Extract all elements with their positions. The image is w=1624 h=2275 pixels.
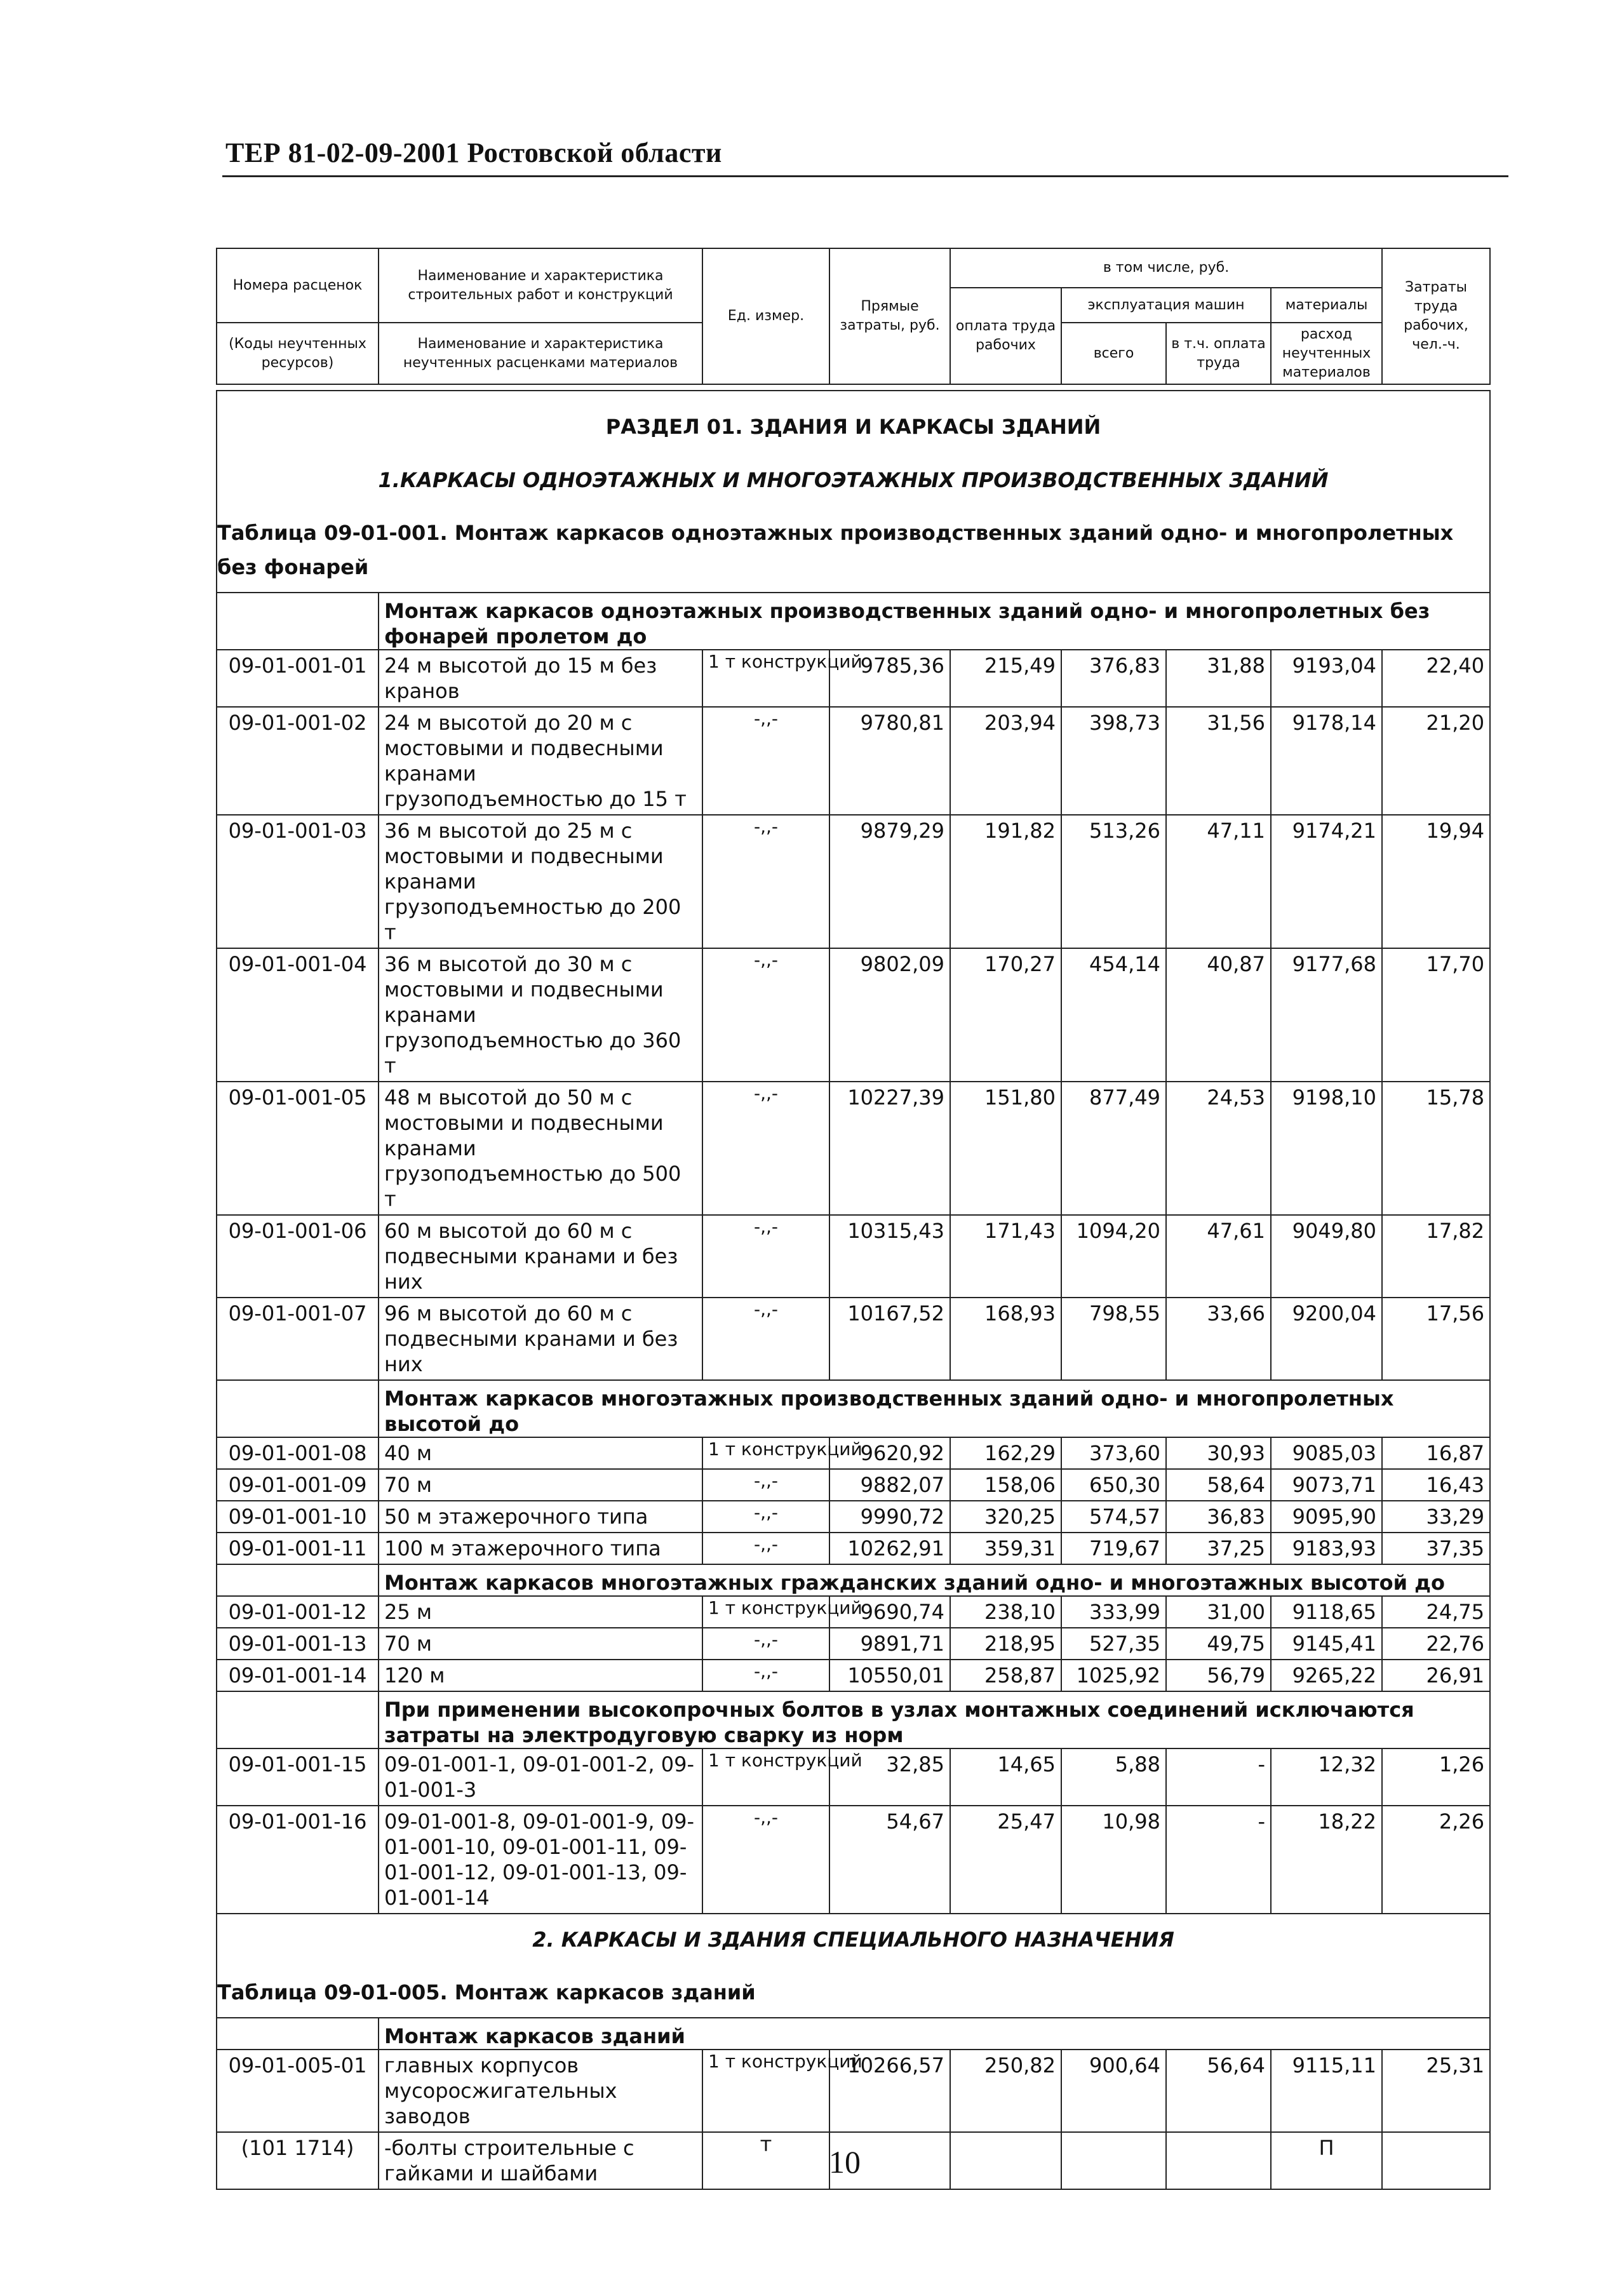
rate-materials: 9145,41 bbox=[1271, 1628, 1382, 1660]
rate-direct-cost: 9990,72 bbox=[829, 1501, 950, 1533]
rate-labor-hours: 17,82 bbox=[1382, 1215, 1490, 1298]
rate-name: 25 м bbox=[379, 1596, 702, 1628]
section1-title: 1.КАРКАСЫ ОДНОЭТАЖНЫХ И МНОГОЭТАЖНЫХ ПРОИЗВОДСТВЕННЫХ ЗДАНИЙ bbox=[217, 455, 1490, 509]
table1-title: Таблица 09-01-001. Монтаж каркасов одноэтажных производственных зданий одно- и многопролетных без фонарей bbox=[217, 509, 1490, 593]
rate-row bbox=[217, 1596, 1490, 1628]
rate-labor-hours: 17,70 bbox=[1382, 948, 1490, 1082]
rate-name: 40 м bbox=[379, 1437, 702, 1469]
rate-name: 36 м высотой до 25 м с мостовыми и подвесными кранами грузоподъемностью до 200 т bbox=[379, 815, 702, 948]
rate-row bbox=[217, 2050, 1490, 2132]
rate-machines-pay: 33,66 bbox=[1166, 1298, 1271, 1380]
rate-row bbox=[217, 1501, 1490, 1533]
rate-labor-pay bbox=[950, 2132, 1061, 2189]
rate-unit: 1 т конструкций bbox=[702, 1748, 829, 1806]
rate-unit: -,,- bbox=[702, 1628, 829, 1660]
rate-labor-hours: 16,87 bbox=[1382, 1437, 1490, 1469]
rate-unit: 1 т конструкций bbox=[702, 650, 829, 707]
rate-direct-cost: 9690,74 bbox=[829, 1596, 950, 1628]
rate-labor-pay: 215,49 bbox=[950, 650, 1061, 707]
rate-labor-pay: 218,95 bbox=[950, 1628, 1061, 1660]
group5-heading: Монтаж каркасов зданий bbox=[379, 2018, 1490, 2050]
rate-code: 09-01-001-05 bbox=[217, 1082, 379, 1215]
rate-name: 70 м bbox=[379, 1469, 702, 1501]
rate-labor-pay: 250,82 bbox=[950, 2050, 1061, 2132]
rate-code: 09-01-001-12 bbox=[217, 1596, 379, 1628]
rate-machines-total: 650,30 bbox=[1061, 1469, 1166, 1501]
rate-materials: 9200,04 bbox=[1271, 1298, 1382, 1380]
group-blank-cell bbox=[217, 1564, 379, 1596]
rate-direct-cost: 10227,39 bbox=[829, 1082, 950, 1215]
rate-machines-total: 1094,20 bbox=[1061, 1215, 1166, 1298]
rate-materials: 9073,71 bbox=[1271, 1469, 1382, 1501]
razdel-title: РАЗДЕЛ 01. ЗДАНИЯ И КАРКАСЫ ЗДАНИЙ bbox=[217, 391, 1490, 455]
rate-direct-cost: 32,85 bbox=[829, 1748, 950, 1806]
rate-name: 24 м высотой до 20 м с мостовыми и подвесными кранами грузоподъемностью до 15 т bbox=[379, 707, 702, 815]
header-machines-pay: в т.ч. оплата труда bbox=[1166, 323, 1271, 384]
rate-materials: 9198,10 bbox=[1271, 1082, 1382, 1215]
rate-machines-total: 376,83 bbox=[1061, 650, 1166, 707]
rate-code: 09-01-001-16 bbox=[217, 1806, 379, 1914]
header-incl: в том числе, руб. bbox=[950, 248, 1382, 288]
rate-row bbox=[217, 1437, 1490, 1469]
rate-labor-pay: 151,80 bbox=[950, 1082, 1061, 1215]
rate-materials: 12,32 bbox=[1271, 1748, 1382, 1806]
rate-name: 70 м bbox=[379, 1628, 702, 1660]
header-name-top: Наименование и характеристика строительных работ и конструкций bbox=[379, 248, 702, 323]
rate-code: 09-01-001-07 bbox=[217, 1298, 379, 1380]
rate-row bbox=[217, 1215, 1490, 1298]
rate-machines-pay: 47,11 bbox=[1166, 815, 1271, 948]
rate-unit: -,,- bbox=[702, 1082, 829, 1215]
header-machines: эксплуатация машин bbox=[1061, 288, 1271, 323]
rate-row bbox=[217, 1660, 1490, 1691]
rate-labor-pay: 25,47 bbox=[950, 1806, 1061, 1914]
rate-materials: 9115,11 bbox=[1271, 2050, 1382, 2132]
rate-code: 09-01-001-14 bbox=[217, 1660, 379, 1691]
rate-materials: 9085,03 bbox=[1271, 1437, 1382, 1469]
rate-name: 120 м bbox=[379, 1660, 702, 1691]
header-machines-total: всего bbox=[1061, 323, 1166, 384]
rate-row bbox=[217, 1806, 1490, 1914]
rate-code: 09-01-001-02 bbox=[217, 707, 379, 815]
rate-machines-pay: - bbox=[1166, 1806, 1271, 1914]
rate-labor-hours: 17,56 bbox=[1382, 1298, 1490, 1380]
rate-materials: 9183,93 bbox=[1271, 1533, 1382, 1564]
group4-heading: При применении высокопрочных болтов в узлах монтажных соединений исключаются затраты на электродуговую сварку из норм bbox=[379, 1691, 1490, 1748]
rate-unit: -,,- bbox=[702, 1806, 829, 1914]
rate-code: 09-01-001-15 bbox=[217, 1748, 379, 1806]
column-header-table bbox=[216, 248, 1491, 385]
rate-unit: -,,- bbox=[702, 1298, 829, 1380]
rate-unit: 1 т конструкций bbox=[702, 1596, 829, 1628]
rate-materials: 9178,14 bbox=[1271, 707, 1382, 815]
rate-row bbox=[217, 1533, 1490, 1564]
header-rule bbox=[222, 175, 1508, 177]
rate-labor-pay: 168,93 bbox=[950, 1298, 1061, 1380]
rate-machines-pay: 31,56 bbox=[1166, 707, 1271, 815]
rate-name: 36 м высотой до 30 м с мостовыми и подвесными кранами грузоподъемностью до 360 т bbox=[379, 948, 702, 1082]
rate-machines-total: 1025,92 bbox=[1061, 1660, 1166, 1691]
rate-machines-pay: 56,79 bbox=[1166, 1660, 1271, 1691]
rate-name: -болты строительные с гайками и шайбами bbox=[379, 2132, 702, 2189]
header-labor-pay: оплата труда рабочих bbox=[950, 288, 1061, 384]
rate-direct-cost: 9620,92 bbox=[829, 1437, 950, 1469]
rate-code: 09-01-001-11 bbox=[217, 1533, 379, 1564]
rate-labor-hours: 21,20 bbox=[1382, 707, 1490, 815]
rate-name: 96 м высотой до 60 м с подвесными кранами и без них bbox=[379, 1298, 702, 1380]
rate-machines-pay: 47,61 bbox=[1166, 1215, 1271, 1298]
rate-direct-cost: 10266,57 bbox=[829, 2050, 950, 2132]
rate-row bbox=[217, 815, 1490, 948]
group1-heading: Монтаж каркасов одноэтажных производственных зданий одно- и многопролетных без фонарей пролетом до bbox=[379, 593, 1490, 650]
rate-machines-pay: - bbox=[1166, 1748, 1271, 1806]
rate-direct-cost: 10167,52 bbox=[829, 1298, 950, 1380]
rate-labor-hours: 33,29 bbox=[1382, 1501, 1490, 1533]
rate-row bbox=[217, 1298, 1490, 1380]
header-labor: Затраты труда рабочих, чел.-ч. bbox=[1382, 248, 1490, 384]
rate-machines-pay: 36,83 bbox=[1166, 1501, 1271, 1533]
rate-name: 09-01-001-1, 09-01-001-2, 09-01-001-3 bbox=[379, 1748, 702, 1806]
header-code-bottom: (Коды неучтенных ресурсов) bbox=[217, 323, 379, 384]
rate-direct-cost: 10550,01 bbox=[829, 1660, 950, 1691]
rate-materials: 9118,65 bbox=[1271, 1596, 1382, 1628]
rate-labor-pay: 320,25 bbox=[950, 1501, 1061, 1533]
rate-code: (101 1714) bbox=[217, 2132, 379, 2189]
rate-direct-cost: 9891,71 bbox=[829, 1628, 950, 1660]
rate-machines-total: 798,55 bbox=[1061, 1298, 1166, 1380]
rate-labor-pay: 359,31 bbox=[950, 1533, 1061, 1564]
rate-machines-total bbox=[1061, 2132, 1166, 2189]
rate-direct-cost: 10262,91 bbox=[829, 1533, 950, 1564]
rate-machines-total: 527,35 bbox=[1061, 1628, 1166, 1660]
rate-labor-hours: 19,94 bbox=[1382, 815, 1490, 948]
rate-direct-cost: 9785,36 bbox=[829, 650, 950, 707]
rate-unit: -,,- bbox=[702, 1533, 829, 1564]
group2-heading: Монтаж каркасов многоэтажных производственных зданий одно- и многопролетных высотой до bbox=[379, 1380, 1490, 1437]
rate-machines-total: 719,67 bbox=[1061, 1533, 1166, 1564]
rate-direct-cost: 54,67 bbox=[829, 1806, 950, 1914]
rate-unit: т bbox=[702, 2132, 829, 2189]
rate-unit: -,,- bbox=[702, 1469, 829, 1501]
rate-name: 09-01-001-8, 09-01-001-9, 09-01-001-10, 09-01-001-11, 09-01-001-12, 09-01-001-13, 09-01-001-14 bbox=[379, 1806, 702, 1914]
rate-labor-pay: 258,87 bbox=[950, 1660, 1061, 1691]
header-materials: материалы bbox=[1271, 288, 1382, 323]
rate-materials: 9174,21 bbox=[1271, 815, 1382, 948]
rate-labor-pay: 158,06 bbox=[950, 1469, 1061, 1501]
group-blank-cell bbox=[217, 1691, 379, 1748]
rate-labor-hours: 25,31 bbox=[1382, 2050, 1490, 2132]
rate-unit: -,,- bbox=[702, 1215, 829, 1298]
rate-labor-pay: 238,10 bbox=[950, 1596, 1061, 1628]
rate-labor-pay: 191,82 bbox=[950, 815, 1061, 948]
running-head: ТЕР 81-02-09-2001 Ростовской области bbox=[225, 137, 722, 168]
rate-machines-total: 10,98 bbox=[1061, 1806, 1166, 1914]
rate-materials: П bbox=[1271, 2132, 1382, 2189]
header-direct: Прямые затраты, руб. bbox=[829, 248, 950, 384]
rate-name: 48 м высотой до 50 м с мостовыми и подвесными кранами грузоподъемностью до 500 т bbox=[379, 1082, 702, 1215]
rate-labor-hours: 2,26 bbox=[1382, 1806, 1490, 1914]
rate-materials: 9177,68 bbox=[1271, 948, 1382, 1082]
rate-row bbox=[217, 1628, 1490, 1660]
rate-machines-total: 373,60 bbox=[1061, 1437, 1166, 1469]
rate-code: 09-01-001-03 bbox=[217, 815, 379, 948]
rate-machines-total: 454,14 bbox=[1061, 948, 1166, 1082]
rate-labor-hours: 26,91 bbox=[1382, 1660, 1490, 1691]
group3-heading: Монтаж каркасов многоэтажных гражданских зданий одно- и многоэтажных высотой до bbox=[379, 1564, 1490, 1596]
rate-machines-pay: 31,88 bbox=[1166, 650, 1271, 707]
rate-direct-cost: 9802,09 bbox=[829, 948, 950, 1082]
rate-labor-pay: 203,94 bbox=[950, 707, 1061, 815]
rate-labor-hours: 22,40 bbox=[1382, 650, 1490, 707]
section2-title: 2. КАРКАСЫ И ЗДАНИЯ СПЕЦИАЛЬНОГО НАЗНАЧЕНИЯ bbox=[217, 1914, 1490, 1969]
rate-machines-total: 398,73 bbox=[1061, 707, 1166, 815]
rate-name: 100 м этажерочного типа bbox=[379, 1533, 702, 1564]
rate-machines-pay: 24,53 bbox=[1166, 1082, 1271, 1215]
rate-code: 09-01-001-13 bbox=[217, 1628, 379, 1660]
rate-code: 09-01-001-04 bbox=[217, 948, 379, 1082]
rate-name: 50 м этажерочного типа bbox=[379, 1501, 702, 1533]
table5-title: Таблица 09-01-005. Монтаж каркасов зданий bbox=[217, 1969, 1490, 2018]
rate-machines-total: 5,88 bbox=[1061, 1748, 1166, 1806]
rate-machines-pay: 37,25 bbox=[1166, 1533, 1271, 1564]
rate-code: 09-01-005-01 bbox=[217, 2050, 379, 2132]
rate-row bbox=[217, 1748, 1490, 1806]
rate-code: 09-01-001-01 bbox=[217, 650, 379, 707]
header-name-bottom: Наименование и характеристика неучтенных расценками материалов bbox=[379, 323, 702, 384]
rate-labor-hours: 15,78 bbox=[1382, 1082, 1490, 1215]
header-unit: Ед. измер. bbox=[702, 248, 829, 384]
rate-labor-pay: 170,27 bbox=[950, 948, 1061, 1082]
rate-materials: 18,22 bbox=[1271, 1806, 1382, 1914]
rate-direct-cost: 9879,29 bbox=[829, 815, 950, 948]
rate-code: 09-01-001-08 bbox=[217, 1437, 379, 1469]
rate-name: 60 м высотой до 60 м с подвесными кранами и без них bbox=[379, 1215, 702, 1298]
rate-unit: -,,- bbox=[702, 815, 829, 948]
rate-name: 24 м высотой до 15 м без кранов bbox=[379, 650, 702, 707]
rate-machines-total: 877,49 bbox=[1061, 1082, 1166, 1215]
rate-machines-pay: 58,64 bbox=[1166, 1469, 1271, 1501]
group-blank-cell bbox=[217, 2018, 379, 2050]
rate-row bbox=[217, 1082, 1490, 1215]
rate-machines-pay: 49,75 bbox=[1166, 1628, 1271, 1660]
rate-direct-cost: 10315,43 bbox=[829, 1215, 950, 1298]
rate-unit: -,,- bbox=[702, 707, 829, 815]
rate-labor-hours bbox=[1382, 2132, 1490, 2189]
page-number: 10 bbox=[829, 2144, 861, 2180]
rate-labor-pay: 14,65 bbox=[950, 1748, 1061, 1806]
rate-labor-hours: 22,76 bbox=[1382, 1628, 1490, 1660]
rate-code: 09-01-001-06 bbox=[217, 1215, 379, 1298]
rate-code: 09-01-001-10 bbox=[217, 1501, 379, 1533]
rate-machines-pay: 56,64 bbox=[1166, 2050, 1271, 2132]
rate-labor-pay: 171,43 bbox=[950, 1215, 1061, 1298]
group-blank-cell bbox=[217, 593, 379, 650]
rate-materials: 9193,04 bbox=[1271, 650, 1382, 707]
rate-machines-total: 574,57 bbox=[1061, 1501, 1166, 1533]
rate-machines-pay: 40,87 bbox=[1166, 948, 1271, 1082]
rate-unit: 1 т конструкций bbox=[702, 2050, 829, 2132]
rate-materials: 9049,80 bbox=[1271, 1215, 1382, 1298]
rate-unit: -,,- bbox=[702, 948, 829, 1082]
rate-labor-hours: 37,35 bbox=[1382, 1533, 1490, 1564]
rate-row bbox=[217, 948, 1490, 1082]
rate-labor-hours: 1,26 bbox=[1382, 1748, 1490, 1806]
rate-unit: -,,- bbox=[702, 1660, 829, 1691]
rate-machines-pay bbox=[1166, 2132, 1271, 2189]
rate-row bbox=[217, 707, 1490, 815]
rate-machines-total: 513,26 bbox=[1061, 815, 1166, 948]
rate-code: 09-01-001-09 bbox=[217, 1469, 379, 1501]
rate-labor-hours: 16,43 bbox=[1382, 1469, 1490, 1501]
rate-name: главных корпусов мусоросжигательных заводов bbox=[379, 2050, 702, 2132]
rate-materials: 9265,22 bbox=[1271, 1660, 1382, 1691]
header-code-top: Номера расценок bbox=[217, 248, 379, 323]
rate-row bbox=[217, 1469, 1490, 1501]
rate-row bbox=[217, 650, 1490, 707]
rate-unit: -,,- bbox=[702, 1501, 829, 1533]
header-materials-sub: расход неучтенных материалов bbox=[1271, 323, 1382, 384]
rate-machines-pay: 30,93 bbox=[1166, 1437, 1271, 1469]
rate-direct-cost: 9780,81 bbox=[829, 707, 950, 815]
rate-machines-pay: 31,00 bbox=[1166, 1596, 1271, 1628]
group-blank-cell bbox=[217, 1380, 379, 1437]
rate-labor-hours: 24,75 bbox=[1382, 1596, 1490, 1628]
rate-materials: 9095,90 bbox=[1271, 1501, 1382, 1533]
rate-machines-total: 900,64 bbox=[1061, 2050, 1166, 2132]
rate-direct-cost: 9882,07 bbox=[829, 1469, 950, 1501]
rate-unit: 1 т конструкций bbox=[702, 1437, 829, 1469]
rates-table bbox=[216, 390, 1491, 2190]
rate-machines-total: 333,99 bbox=[1061, 1596, 1166, 1628]
rate-labor-pay: 162,29 bbox=[950, 1437, 1061, 1469]
